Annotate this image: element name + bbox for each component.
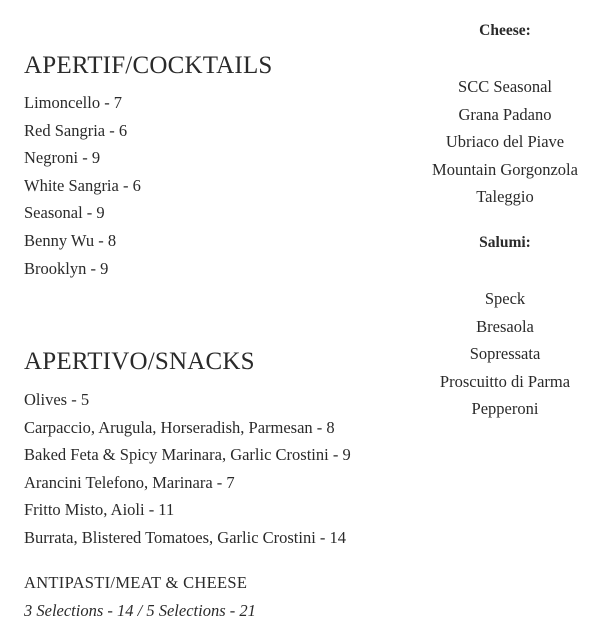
snacks-item: Olives - 5 — [24, 390, 90, 409]
aperitif-title: APERTIF/COCKTAILS — [24, 52, 273, 79]
cheese-item: Grana Padano — [458, 104, 552, 124]
snacks-item: Arancini Telefono, Marinara - 7 — [24, 472, 235, 492]
cheese-item: Ubriaco del Piave — [445, 132, 565, 152]
snacks-list — [24, 386, 351, 552]
salumi-heading: Salumi: — [479, 234, 531, 251]
cheese-item: SCC Seasonal — [458, 77, 552, 96]
aperitif-item: Benny Wu - 8 — [24, 230, 117, 250]
cheese-item: Taleggio — [476, 187, 534, 207]
cheese-item: Mountain Gorgonzola — [432, 159, 578, 179]
salumi-item: Pepperoni — [471, 399, 539, 419]
aperitif-item: Red Sangria - 6 — [24, 120, 128, 140]
salumi-list — [405, 285, 600, 423]
snacks-item: Burrata, Blistered Tomatoes, Garlic Crostini - 14 — [24, 527, 347, 547]
antipasti-selections: 3 Selections - 14 / 5 Selections - 21 — [24, 601, 256, 620]
aperitif-item: Seasonal - 9 — [24, 203, 105, 223]
aperitif-item: Brooklyn - 9 — [24, 258, 109, 278]
aperitif-item: Limoncello - 7 — [24, 93, 123, 112]
aperitif-item: White Sangria - 6 — [24, 175, 141, 195]
snacks-item: Fritto Misto, Aioli - 11 — [24, 500, 175, 520]
snacks-item: Carpaccio, Arugula, Horseradish, Parmesan - 8 — [24, 417, 335, 437]
snacks-item: Baked Feta & Spicy Marinara, Garlic Crostini - 9 — [24, 445, 351, 465]
snacks-title: APERTIVO/SNACKS — [24, 348, 255, 375]
antipasti-title: ANTIPASTI/MEAT & CHEESE — [24, 573, 248, 592]
aperitif-list — [24, 89, 141, 282]
aperitif-item: Negroni - 9 — [24, 148, 101, 168]
salumi-item: Speck — [484, 289, 526, 308]
salumi-item: Bresaola — [476, 316, 534, 336]
cheese-list — [405, 73, 600, 211]
salumi-item: Sopressata — [469, 344, 541, 364]
cheese-heading: Cheese: — [479, 22, 531, 39]
salumi-item: Proscuitto di Parma — [439, 371, 571, 391]
